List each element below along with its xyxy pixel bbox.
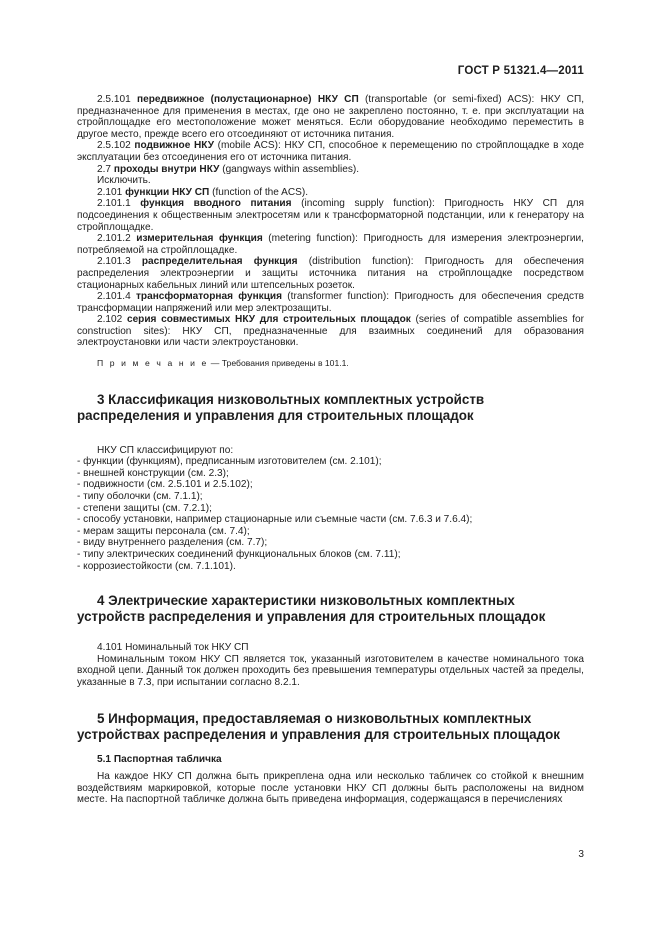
list-item: - типу оболочки (см. 7.1.1); (77, 491, 203, 503)
definition-item (77, 187, 584, 199)
definition-item (77, 164, 584, 176)
definition-text: (distribution function): Пригодность для обеспечения распределения электроэнергии и защиты источника питания на стройплощадке посредством стационарных кабельных линий или штепсельных розеток. (77, 256, 585, 291)
definition-term: трансформаторная функция (135, 291, 283, 303)
definition-text: (transportable (or semi-fixed) ACS): НКУ СП, предназначенное для применения в местах, где оно не закреплено постоянно, т. е. при эксплуатации на стройплощадке его местоположение может меняться. Если оборудование необходимо переместить в другое место, прежде всего его отсоединяют от источника питания. (77, 94, 585, 140)
section-4-title: 4 Электрические характеристики низковольтных комплектных устройств распределения и управления для строительных площадок (77, 593, 546, 625)
list-item: - типу электрических соединений функциональных блоков (см. 7.11); (77, 549, 401, 560)
definition-item (77, 94, 584, 140)
definition-item (77, 198, 584, 233)
definition-number: 2.5.102 (97, 140, 131, 152)
definition-number: 2.101.1 (97, 198, 131, 210)
definition-text: (transformer function): Пригодность для обеспечения средств трансформации напряжений или мер электрозащиты. (77, 291, 584, 314)
definition-term: подвижное НКУ (134, 140, 214, 152)
definition-term: измерительная функция (136, 233, 263, 245)
definition-number: 2.101.2 (97, 233, 131, 245)
definition-number: 2.7 (97, 163, 112, 175)
list-item: - внешней конструкции (см. 2.3); (77, 467, 229, 479)
definition-text: (incoming supply function): Пригодность НКУ СП для подсоединения к общественным электросетям или к трансформаторной подстанции, или к генератору на стройплощадке. (77, 198, 585, 233)
classification-list (77, 456, 584, 572)
section-5-title: 5 Информация, предоставляемая о низковольтных комплектных устройствах распределения и управления для строительных площадок (77, 710, 561, 742)
definition-item (77, 140, 584, 163)
definition-term: серия совместимых НКУ для строительных площадок (126, 314, 411, 326)
definition-number: 2.101.3 (97, 256, 131, 268)
section-3-title: 3 Классификация низковольтных комплектных устройств распределения и управления для строительных площадок (77, 391, 485, 423)
definition-term: проходы внутри НКУ (113, 163, 220, 175)
note (77, 358, 584, 370)
definition-text: (function of the ACS). (209, 186, 309, 198)
definition-text: Исключить. (97, 175, 151, 187)
definition-item (77, 233, 584, 256)
section-4-subtitle: 4.101 Номинальный ток НКУ СП (97, 642, 249, 654)
list-item: - виду внутреннего разделения (см. 7.7); (77, 537, 268, 549)
section-5-1-title: 5.1 Паспортная табличка (97, 753, 222, 765)
list-item: - подвижности (см. 2.5.101 и 2.5.102); (77, 479, 253, 491)
note-text: — Требования приведены в 101.1. (208, 358, 349, 369)
standard-header: ГОСТ Р 51321.4—2011 (457, 65, 584, 77)
definition-term: распределительная функция (141, 256, 298, 268)
definition-number: 2.102 (97, 314, 123, 326)
definition-term: передвижное (полустационарное) НКУ СП (137, 94, 359, 105)
list-item: - мерам защиты персонала (см. 7.4); (77, 525, 250, 537)
definition-term: функция вводного питания (140, 198, 292, 210)
definition-number: 2.5.101 (97, 94, 131, 105)
definition-item (77, 291, 584, 314)
definitions-block (77, 94, 584, 349)
section-4 (77, 593, 584, 688)
definition-text: (gangways within assemblies). (219, 163, 360, 175)
definition-item (77, 314, 584, 349)
definition-text: (mobile ACS): НКУ СП, способное к перемещению по стройплощадке в ходе эксплуатации без отсоединения его от источника питания. (77, 140, 584, 163)
page-content (77, 94, 584, 806)
definition-item (77, 256, 584, 291)
note-label: П р и м е ч а н и е (97, 358, 209, 369)
list-item: - функции (функциям), предписанным изготовителем (см. 2.101); (77, 456, 382, 468)
section-3 (77, 392, 584, 573)
list-item: - степени защиты (см. 7.2.1); (77, 502, 212, 514)
section-5-1-text: На каждое НКУ СП должна быть прикреплена одна или несколько табличек со стойкой к внешним воздействиям маркировкой, которые после установки НКУ СП должны быть расположены на видном месте. На паспортной табличке должна быть приведена информация, содержащаяся в перечислениях (77, 771, 584, 806)
page-number: 3 (578, 849, 584, 860)
definition-text: (series of compatible assemblies for construction sites): НКУ СП, предназначенные для взаимных соединений для образования электроустановки или части электроустановки. (77, 314, 584, 349)
list-item: - коррозиестойкости (см. 7.1.101). (77, 560, 236, 572)
definition-item (77, 175, 584, 187)
definition-text: (metering function): Пригодность для измерения электроэнергии, потребляемой на стройплощадке. (77, 233, 584, 256)
definition-term: функции НКУ СП (125, 186, 210, 198)
definition-number: 2.101 (97, 186, 123, 198)
section-5 (77, 711, 584, 806)
definition-number: 2.101.4 (97, 291, 131, 303)
section-4-text: Номинальным током НКУ СП является ток, указанный изготовителем в качестве номинального тока входной цепи. Данный ток должен проходить без превышения температуры отдельных частей за пределы, указанные в 7.3, при испытании согласно 8.2.1. (77, 653, 584, 688)
section-3-intro: НКУ СП классифицируют по: (97, 444, 234, 456)
list-item: - способу установки, например стационарные или съемные части (см. 7.6.3 и 7.6.4); (77, 514, 473, 526)
